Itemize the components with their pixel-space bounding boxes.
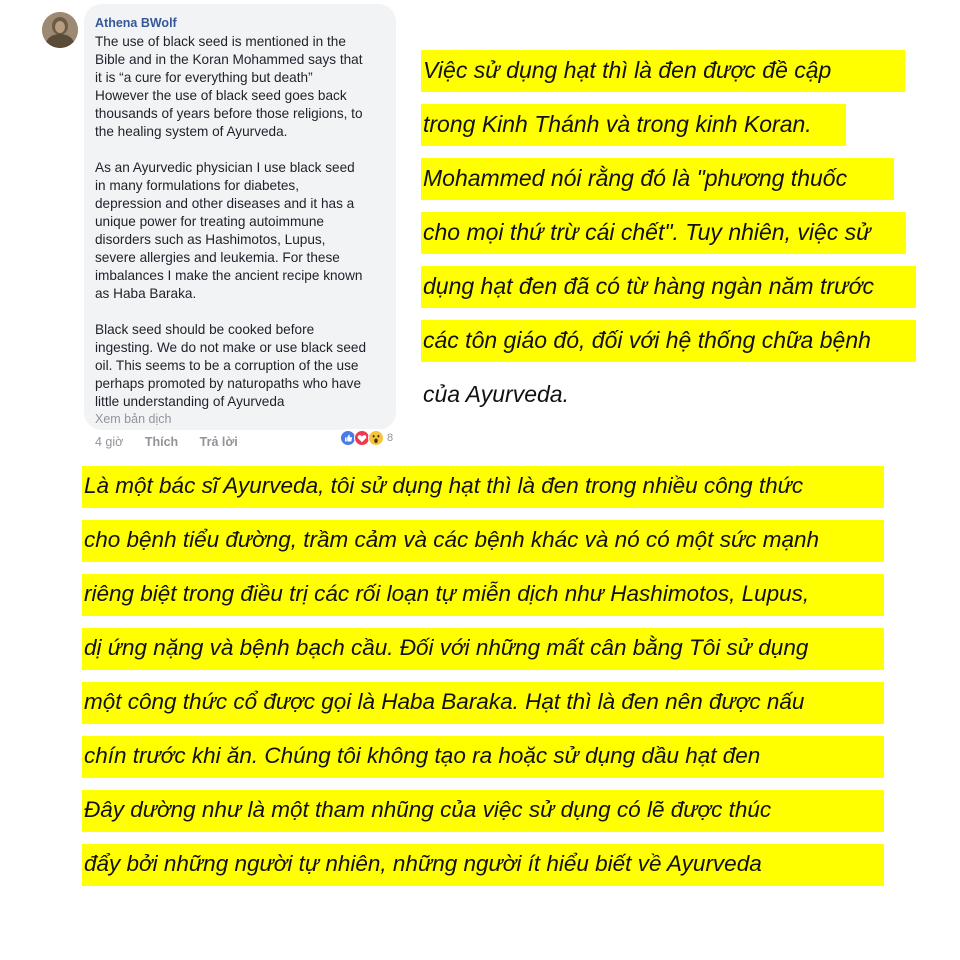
- comment-bubble: [84, 4, 396, 430]
- wow-icon: [368, 430, 384, 446]
- comment-paragraph-2: As an Ayurvedic physician I use black seed in many formulations for diabetes, depression and other diseases and it has a unique power for treating autoimmune disorders such as Hashimotos, Lupus, severe allergies and leukemia. For these imbalances I make the ancient recipe known as Haba Baraka.: [95, 160, 363, 301]
- translation-line: một công thức cổ được gọi là Haba Baraka. Hạt thì là đen nên được nấu: [82, 682, 884, 724]
- translation-line: đẩy bởi những người tự nhiên, những người ít hiểu biết về Ayurveda: [82, 844, 884, 886]
- translation-line: dị ứng nặng và bệnh bạch cầu. Đối với những mất cân bằng Tôi sử dụng: [82, 628, 884, 670]
- translation-line: trong Kinh Thánh và trong kinh Koran.: [421, 104, 846, 146]
- comment-paragraph-1: The use of black seed is mentioned in the Bible and in the Koran Mohammed says that it is “a cure for everything but death” However the use of black seed goes back thousands of years before those religions, to the healing system of Ayurveda.: [95, 34, 363, 139]
- translation-line: Đây dường như là một tham nhũng của việc sử dụng có lẽ được thúc: [82, 790, 884, 832]
- translation-line: dụng hạt đen đã có từ hàng ngàn năm trước: [421, 266, 916, 308]
- translation-line: của Ayurveda.: [423, 381, 569, 407]
- translation-line: Việc sử dụng hạt thì là đen được đề cập: [421, 50, 905, 92]
- comment-actions: [95, 435, 256, 449]
- like-button[interactable]: Thích: [144, 435, 179, 449]
- translation-line: chín trước khi ăn. Chúng tôi không tạo ra hoặc sử dụng dầu hạt đen: [82, 736, 884, 778]
- translation-line: riêng biệt trong điều trị các rối loạn tự miễn dịch như Hashimotos, Lupus,: [82, 574, 884, 616]
- translation-line: Mohammed nói rằng đó là "phương thuốc: [421, 158, 894, 200]
- avatar-image: [42, 12, 78, 48]
- reactions-summary[interactable]: [338, 429, 395, 447]
- comment-author[interactable]: Athena BWolf: [95, 16, 177, 30]
- translation-line: cho bệnh tiểu đường, trầm cảm và các bệnh khác và nó có một sức mạnh: [82, 520, 884, 562]
- comment-paragraph-3: Black seed should be cooked before ingesting. We do not make or use black seed oil. This seems to be a corruption of the use perhaps promoted by naturopaths who have little understanding of Ayurveda: [95, 322, 367, 409]
- translation-line: Là một bác sĩ Ayurveda, tôi sử dụng hạt thì là đen trong nhiều công thức: [82, 466, 884, 508]
- see-translation-link[interactable]: Xem bản dịch: [95, 412, 172, 426]
- reply-button[interactable]: Trả lời: [199, 435, 238, 449]
- reaction-count: 8: [387, 432, 394, 444]
- comment-timestamp[interactable]: 4 giờ: [95, 435, 124, 449]
- translation-line: cho mọi thứ trừ cái chết". Tuy nhiên, việc sử: [421, 212, 906, 254]
- translation-line: các tôn giáo đó, đối với hệ thống chữa bệnh: [421, 320, 916, 362]
- avatar[interactable]: [42, 12, 78, 48]
